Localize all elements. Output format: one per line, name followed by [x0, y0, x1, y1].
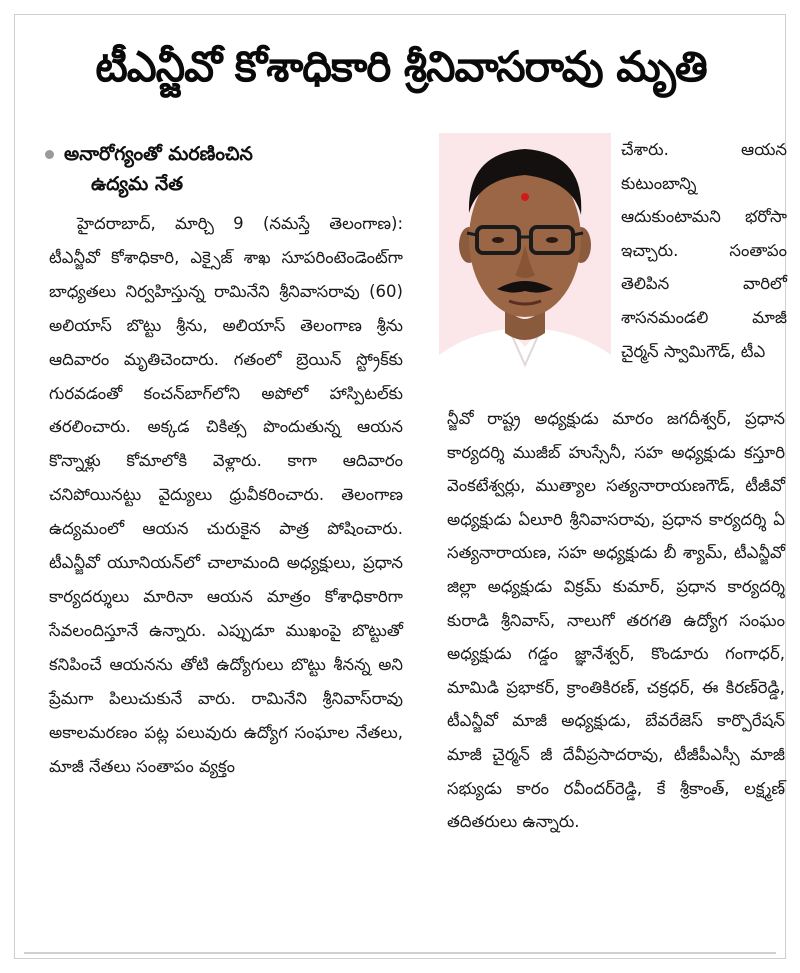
body-paragraph: హైదరాబాద్, మార్చి 9 (నమస్తే తెలంగాణ): టీఎన్జీవో కోశాధికారి, ఎక్సైజ్ శాఖ సూపరింటెండెంట్‌గా బాధ్యతలు నిర్వహిస్తున్న రామినేని శ్రీనివాసరావు (60) అలియాస్ బొట్టు శ్రీను, అలియాస్ తెలంగాణ శ్రీను ఆదివారం మృతిచెందారు. గతంలో బ్రెయిన్ స్ట్రోక్‌కు గురవడంతో కంచన్‌బాగ్‌లోని అపోలో హాస్పిటల్‌కు తరలించారు. అక్కడ చికిత్స పొందుతున్న ఆయన కొన్నాళ్లు కోమాలోకి వెళ్లారు. కాగా ఆదివారం చనిపోయినట్టు వైద్యులు ధ్రువీకరించారు. తెలంగాణ ఉద్యమంలో ఆయన చురుకైన పాత్ర పోషించారు. టీఎన్జీవో యూనియన్‌లో చాలామంది అధ్యక్షులు, ప్రధాన కార్యదర్శులు మారినా ఆయన మాత్రం కోశాధికారిగా సేవలందిస్తూనే ఉన్నారు. ఎప్పుడూ ముఖంపై బొట్టుతో కనిపించే ఆయనను తోటి ఉద్యోగులు బొట్టు శీనన్న అని ప్రేమగా పిలుచుకునే వారు. రామినేని శ్రీనివాస్‌రావు అకాలమరణం పట్ల పలువురు ఉద్యోగ సంఘాల నేతలు, మాజీ నేతలు సంతాపం వ్యక్తం [49, 214, 403, 776]
subhead-line-1: అనారోగ్యంతో మరణించిన [64, 143, 253, 165]
bullet-icon [45, 150, 54, 159]
subhead-line-2: ఉద్యమ నేత [91, 173, 183, 195]
bottom-divider [24, 952, 776, 954]
headline: టీఎన్జీవో కోశాధికారి శ్రీనివాసరావు మృతి [95, 42, 707, 91]
body-column-left [49, 207, 403, 783]
body-column-right-narrow [621, 133, 787, 368]
body-paragraph-right-bottom: న్జీవో రాష్ట్ర అధ్యక్షుడు మారం జగదీశ్వర్, ప్రధాన కార్యదర్శి ముజీబ్ హుస్సేనీ, సహ అధ్యక్షుడు కస్తూరి వెంకటేశ్వర్లు, ముత్యాల సత్యనారాయణగౌడ్, టీజీవో అధ్యక్షుడు ఏలూరి శ్రీనివాసరావు, ప్రధాన కార్యదర్శి ఏ సత్యనారాయణ, సహ అధ్యక్షుడు బీ శ్యామ్, టీఎన్జీవో జిల్లా అధ్యక్షుడు విక్రమ్ కుమార్, ప్రధాన కార్యదర్శి కురాడి శ్రీనివాస్, నాలుగో తరగతి ఉద్యోగ సంఘం అధ్యక్షుడు గడ్డం జ్ఞానేశ్వర్, కొండూరు గంగాధర్, మామిడి ప్రభాకర్, క్రాంతికిరణ్, చక్రధర్, ఈ కిరణ్‌రెడ్డి, టీఎన్జీవో మాజీ అధ్యక్షుడు, బేవరేజెస్ కార్పొరేషన్ మాజీ చైర్మన్ జీ దేవీప్రసాదరావు, టీజీపీఎస్సీ మాజీ సభ్యుడు కారం రవీందర్‌రెడ్డి, కే శ్రీకాంత్, లక్ష్మణ్ తదితరులు ఉన్నారు. [447, 409, 785, 832]
subheadline [45, 139, 375, 199]
news-clipping [14, 14, 786, 959]
portrait-photo-icon [439, 133, 611, 395]
body-paragraph-right-top: చేశారు. ఆయన కుటుంబాన్ని ఆదుకుంటామని భరోసా ఇచ్చారు. సంతాపం తెలిపిన వారిలో శాసనమండలి మాజీ చైర్మన్ స్వామిగౌడ్, టీఎ [621, 140, 787, 361]
body-column-right-wide [447, 402, 785, 839]
